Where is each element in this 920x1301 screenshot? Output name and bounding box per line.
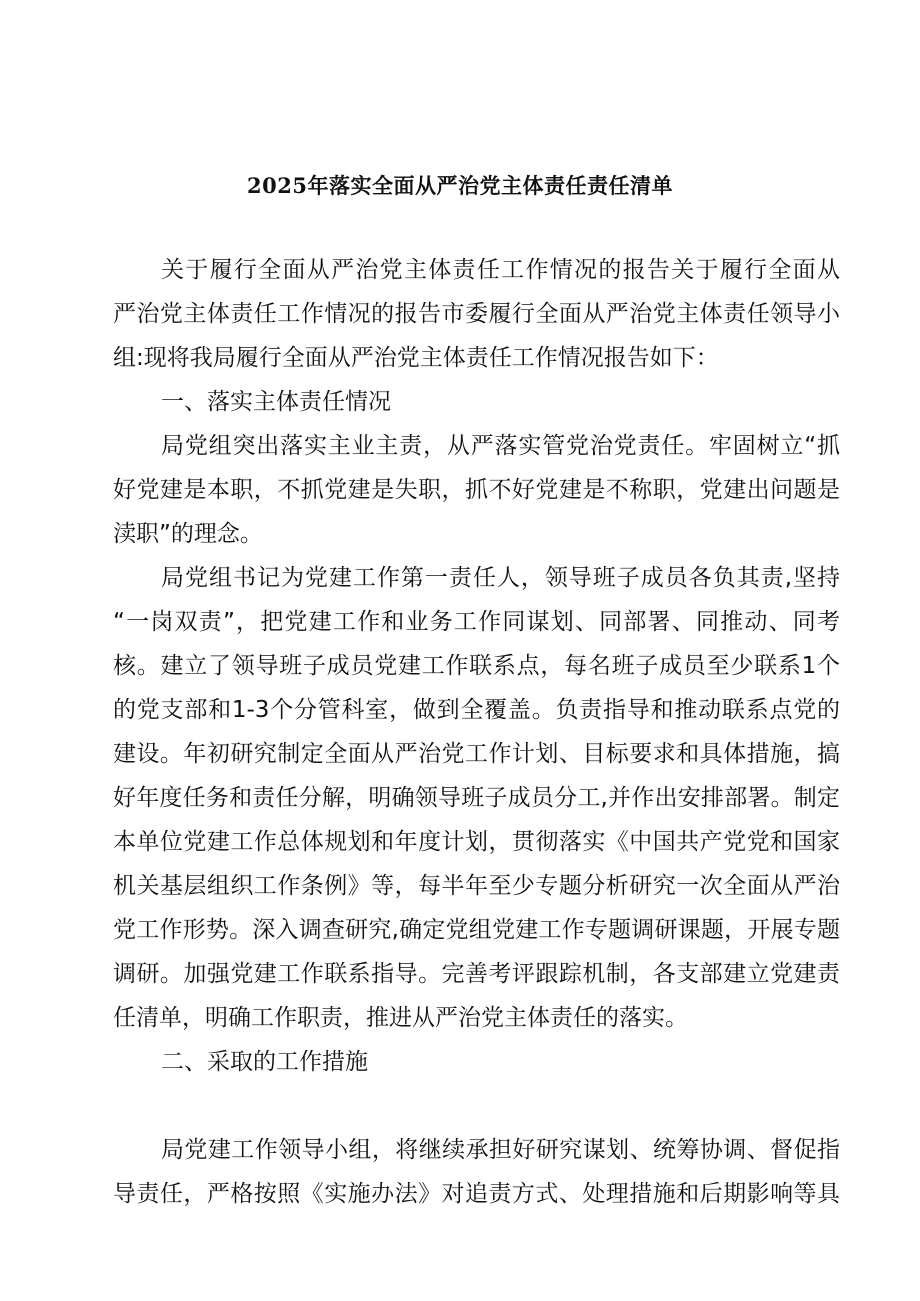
paragraph-line: 组:现将我局履行全面从严治党主体责任工作情况报告如下： <box>113 345 719 371</box>
paragraph-line: 党工作形势。深入调查研究,确定党组党建工作专题调研课题，开展专题 <box>113 917 840 943</box>
paragraph-line: 局党组书记为党建工作第一责任人，领导班子成员各负其责,坚持 <box>161 565 840 591</box>
section-heading: 二、采取的工作措施 <box>161 1049 368 1075</box>
paragraph-line: 调研。加强党建工作联系指导。完善考评跟踪机制，各支部建立党建责 <box>113 961 840 987</box>
section-heading: 一、落实主体责任情况 <box>161 389 391 415</box>
paragraph-line: 渎职”的理念。 <box>113 521 263 547</box>
paragraph-line: 关于履行全面从严治党主体责任工作情况的报告关于履行全面从 <box>161 257 840 283</box>
paragraph-line: 任清单，明确工作职责，推进从严治党主体责任的落实。 <box>113 1005 688 1031</box>
paragraph-line: 机关基层组织工作条例》等，每半年至少专题分析研究一次全面从严治 <box>113 873 840 899</box>
document-body <box>113 248 840 1216</box>
paragraph-line: 建设。年初研究制定全面从严治党工作计划、目标要求和具体措施，搞 <box>113 741 840 767</box>
paragraph-line: 严治党主体责任工作情况的报告市委履行全面从严治党主体责任领导小 <box>113 301 840 327</box>
paragraph-spacer <box>113 1084 840 1128</box>
paragraph-line: 本单位党建工作总体规划和年度计划，贯彻落实《中国共产党党和国家 <box>113 829 840 855</box>
paragraph-line: “一岗双责”，把党建工作和业务工作同谋划、同部署、同推动、同考 <box>113 609 840 635</box>
paragraph-line: 导责任，严格按照《实施办法》对追责方式、处理措施和后期影响等具 <box>113 1181 840 1207</box>
paragraph-line: 的党支部和1-3个分管科室，做到全覆盖。负责指导和推动联系点党的 <box>113 697 840 723</box>
paragraph-line: 好党建是本职，不抓党建是失职，抓不好党建是不称职，党建出问题是 <box>113 477 840 503</box>
paragraph-line: 局党组突出落实主业主责，从严落实管党治党责任。牢固树立“抓 <box>161 433 840 459</box>
paragraph-line: 好年度任务和责任分解，明确领导班子成员分工,并作出安排部署。制定 <box>113 785 840 811</box>
paragraph-line: 局党建工作领导小组，将继续承担好研究谋划、统筹协调、督促指 <box>161 1137 840 1163</box>
paragraph-line: 核。建立了领导班子成员党建工作联系点，每名班子成员至少联系1个 <box>113 653 840 679</box>
document-title: 2025年落实全面从严治党主体责任责任清单 <box>247 173 673 198</box>
